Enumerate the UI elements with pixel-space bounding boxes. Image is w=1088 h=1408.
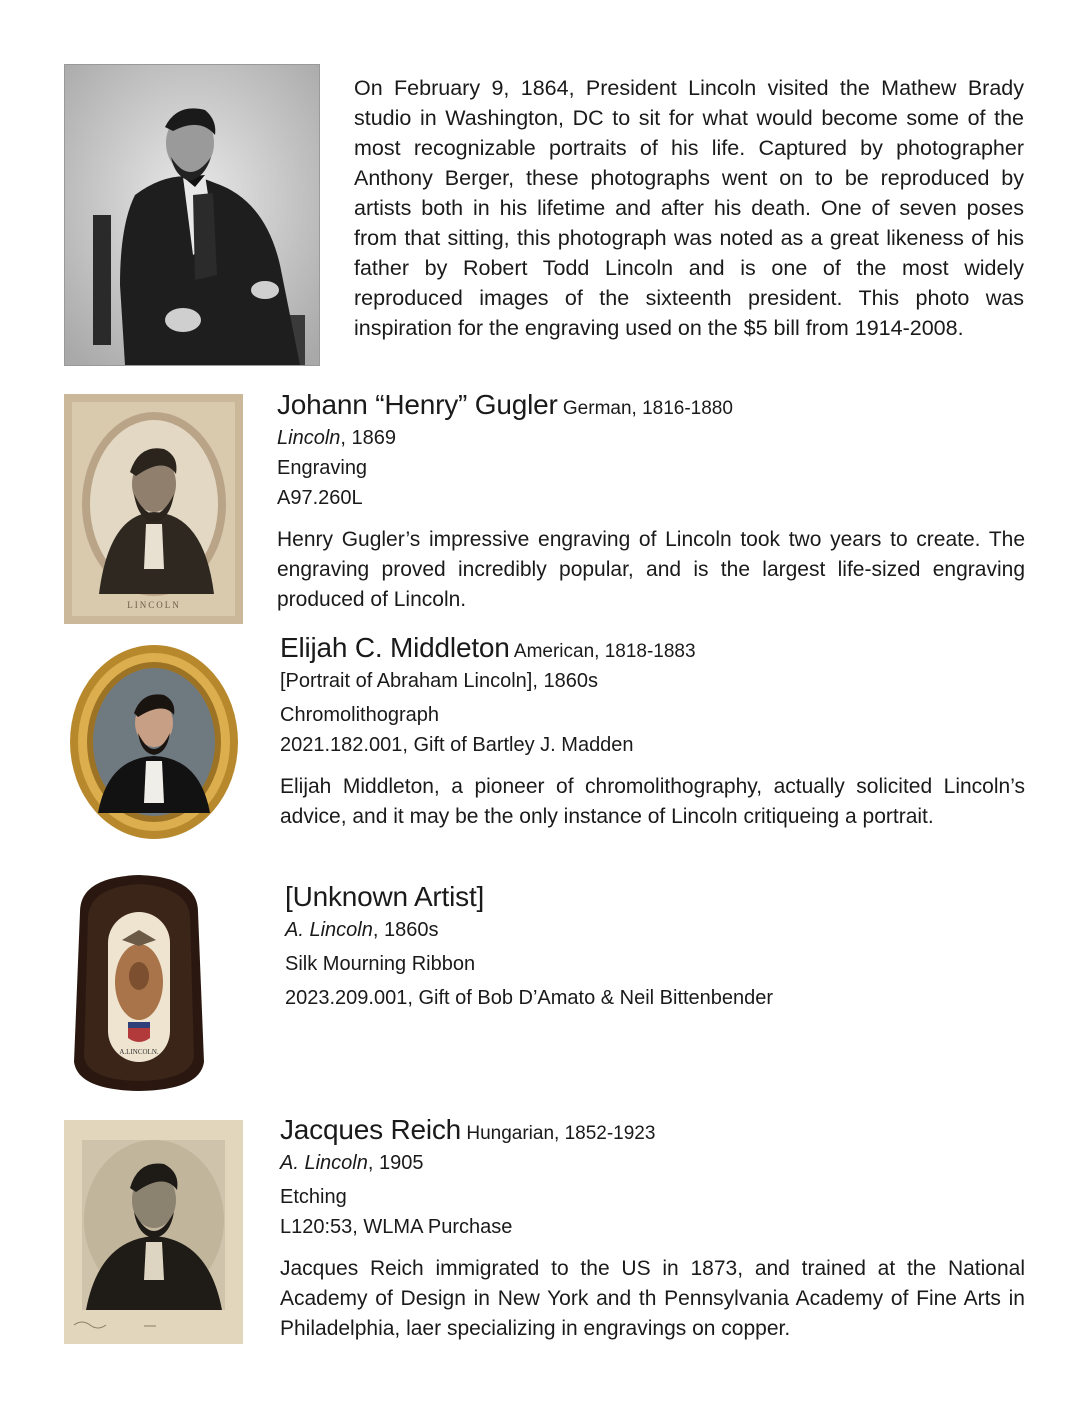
entry-gugler [277,391,1025,615]
accession-number: 2021.182.001, Gift of Bartley J. Madden [280,734,634,756]
artwork-date: , 1905 [367,1152,424,1174]
entry-middleton [280,634,1028,832]
artist-nationality: American, 1818-1883 [513,641,696,662]
gugler-engraving-image [64,394,243,624]
artist-name: Jacques Reich [280,1114,462,1145]
middleton-chromolithograph-image [68,643,240,841]
artist-nationality: Hungarian, 1852-1923 [466,1123,656,1144]
artist-line [285,883,1033,915]
artwork-description: Elijah Middleton, a pioneer of chromolithography, actually solicited Lincoln’s advice, and it may be the only instance of Lincoln critiqueing a portrait. [280,775,1025,828]
mourning-ribbon-image [70,872,208,1093]
artist-line [280,634,1028,666]
artwork-title: Lincoln [277,427,341,449]
lincoln-caption: LINCOLN [127,600,181,610]
artwork-medium: Silk Mourning Ribbon [285,953,476,975]
artwork-description: Jacques Reich immigrated to the US in 1873, and trained at the National Academy of Design in New York and th Pennsylvania Academy of Fine Arts in Philadelphia, laer specializing in engravings on copper. [280,1257,1025,1340]
artwork-title: A. Lincoln [285,919,373,941]
accession-number: 2023.209.001, Gift of Bob D’Amato & Neil Bittenbender [285,987,774,1009]
seated-lincoln-photograph [64,64,320,366]
artist-line [280,1116,1028,1148]
artwork-title-line [280,1148,1028,1178]
artwork-title: A. Lincoln [280,1152,368,1174]
artwork-medium: Chromolithograph [280,704,439,726]
accession-number: L120:53, WLMA Purchase [280,1216,513,1238]
artist-name: [Unknown Artist] [285,881,485,912]
entry-reich [280,1116,1028,1344]
entry-unknown-artist [285,883,1033,1013]
artwork-description: Henry Gugler’s impressive engraving of Lincoln took two years to create. The engraving proved incredibly popular, and is the largest life-sized engraving produced of Lincoln. [277,528,1025,611]
artist-nationality: German, 1816-1880 [562,398,733,419]
artwork-title-line [285,915,1033,945]
artist-name: Elijah C. Middleton [280,632,510,663]
artwork-medium: Engraving [277,457,368,479]
artist-name: Johann “Henry” Gugler [277,389,558,420]
artwork-title-line: [Portrait of Abraham Lincoln], 1860s [280,670,598,692]
artwork-medium: Etching [280,1186,347,1208]
reich-etching-image [64,1120,243,1344]
artist-line [277,391,1025,423]
artwork-date: , 1869 [340,427,396,449]
artwork-date: , 1860s [372,919,439,941]
intro-paragraph: On February 9, 1864, President Lincoln visited the Mathew Brady studio in Washington, DC to sit for what would become some of the most recognizable portraits of his life. Captured by photographer Anthony Berger, these photographs went on to be reproduced by artists both in his lifetime and after his death. One of seven poses from that sitting, this photograph was noted as a great likeness of his father by Robert Todd Lincoln and is one of the most widely reproduced images of the sixteenth president. This photo was inspiration for the engraving used on the $5 bill from 1914-2008. [354,76,1024,340]
ribbon-caption: A.LINCOLN. [119,1048,159,1056]
accession-number: A97.260L [277,487,363,509]
artwork-title-line [277,423,1025,453]
